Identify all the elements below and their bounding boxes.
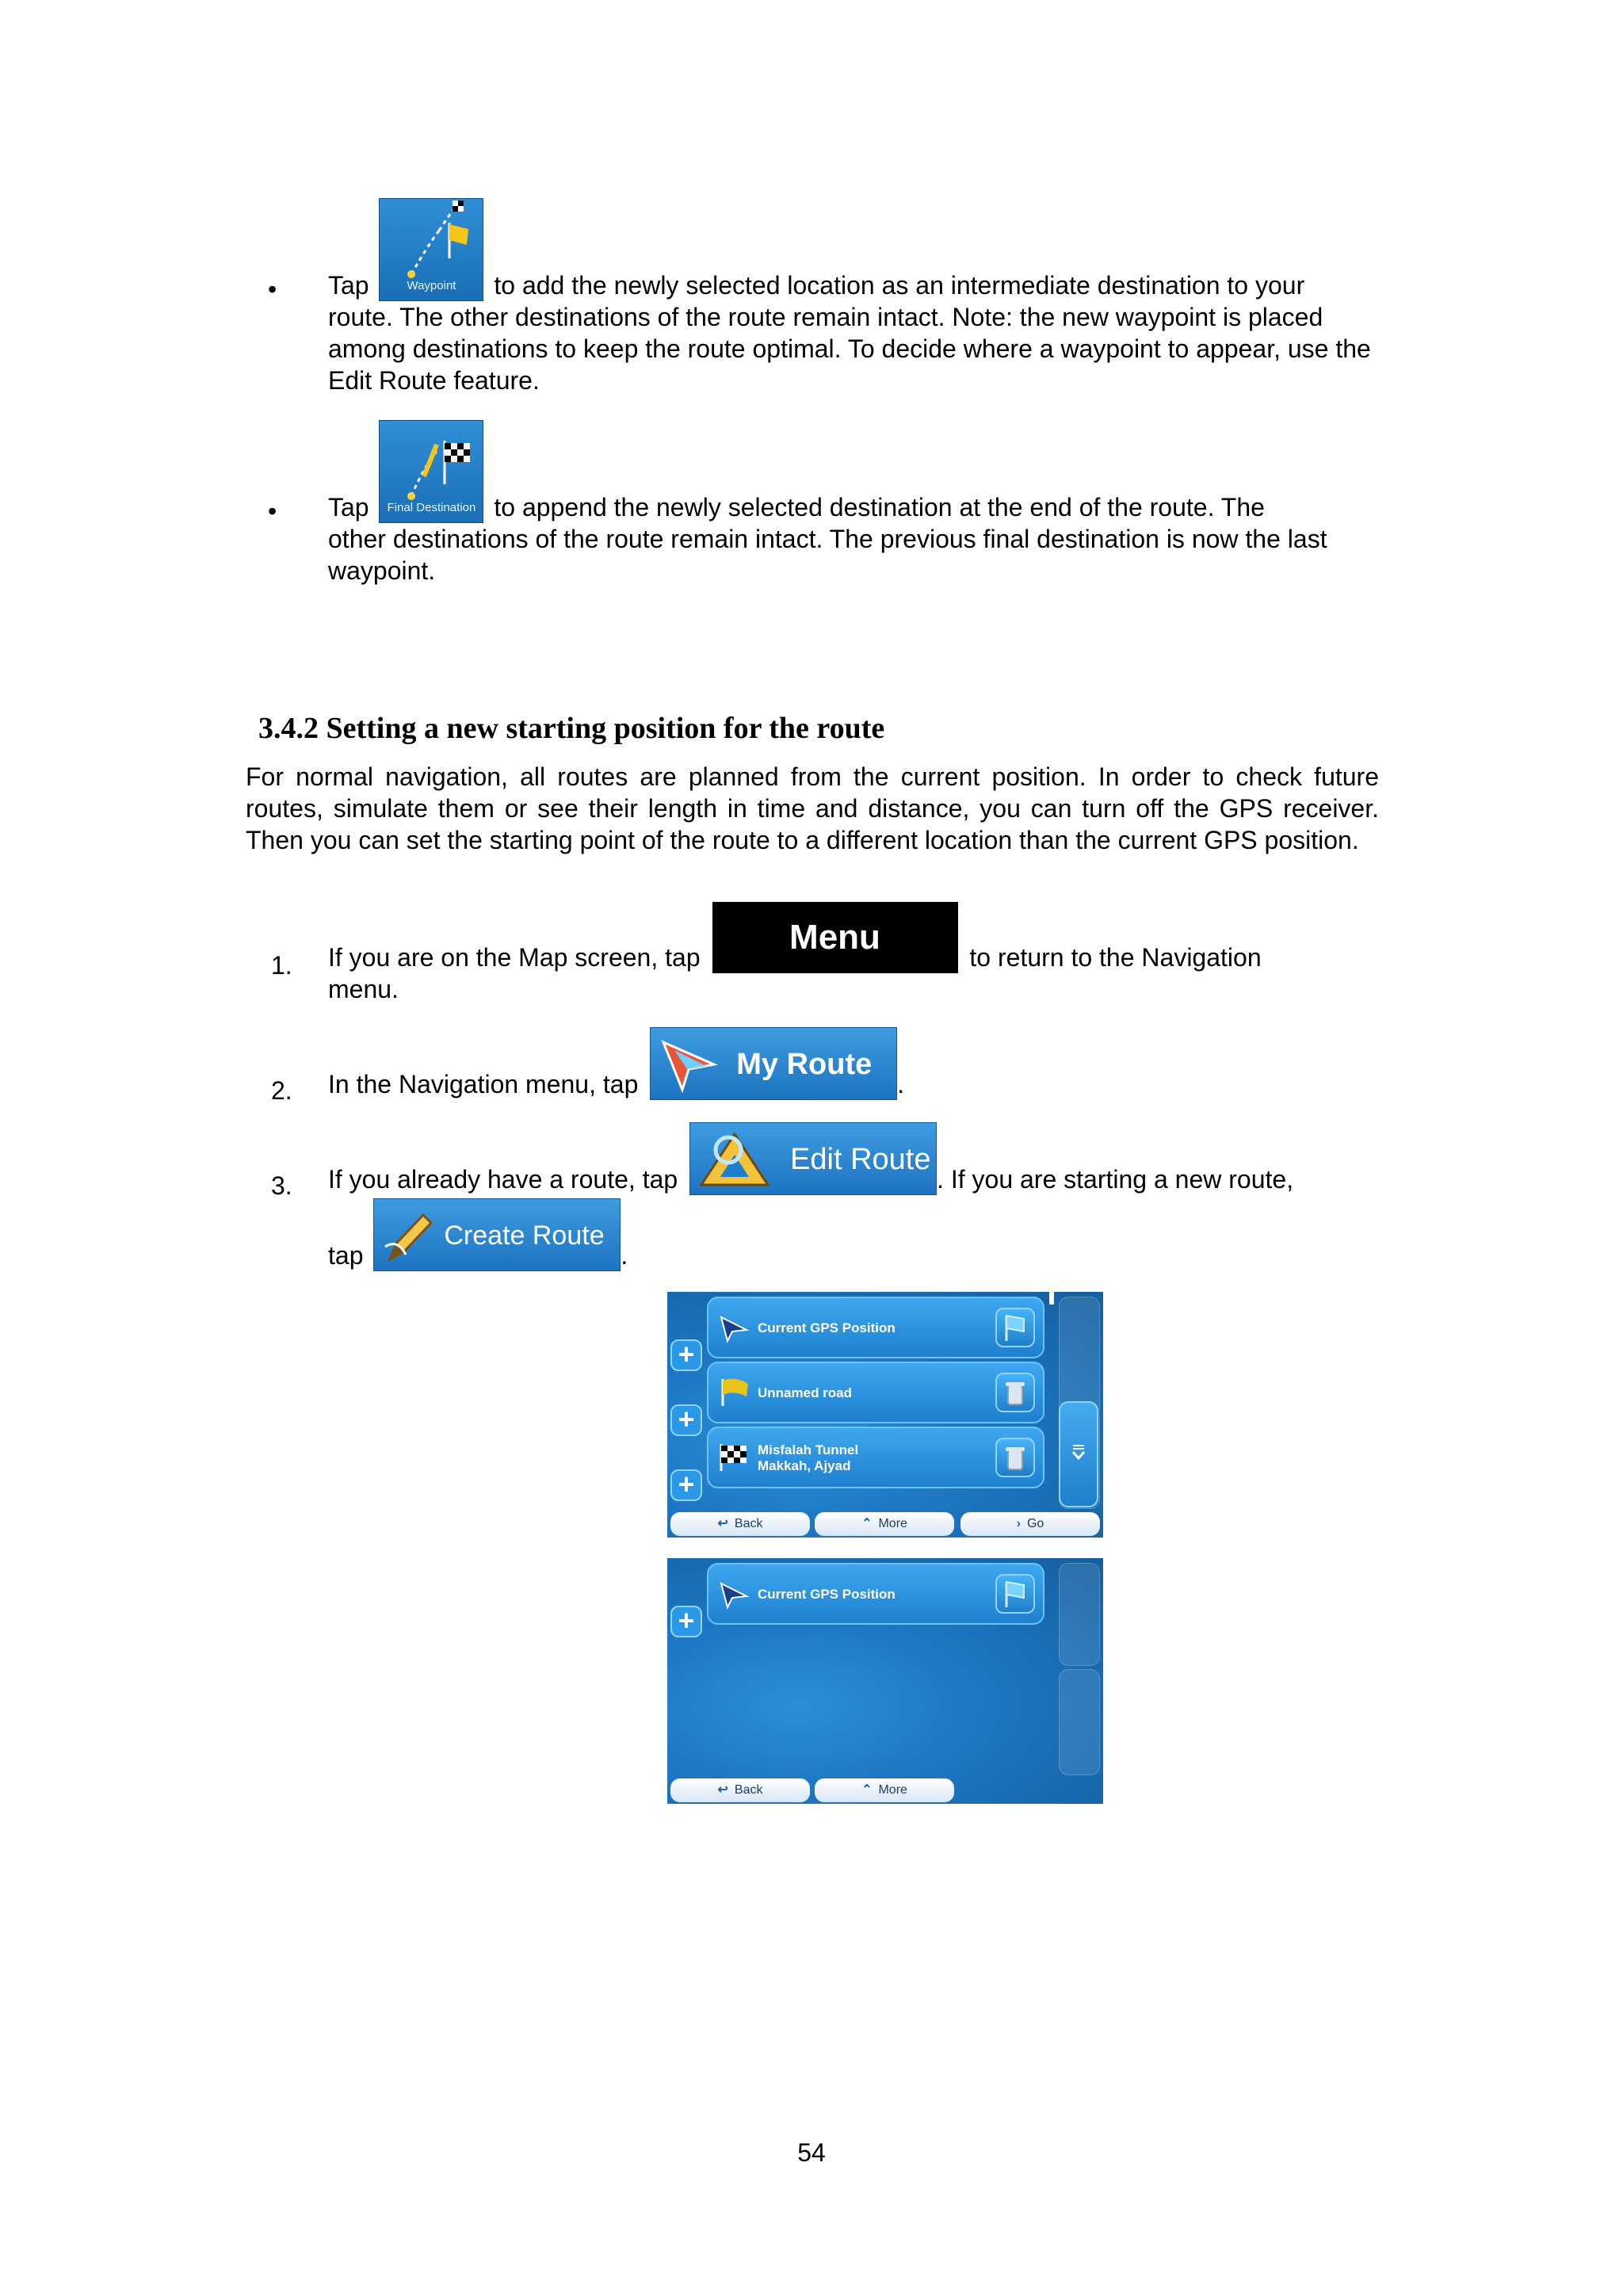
flag-icon xyxy=(997,1309,1033,1346)
navigation-arrow-icon xyxy=(718,1312,750,1344)
go-button[interactable] xyxy=(960,1512,1100,1536)
yellow-flag-icon xyxy=(716,1374,751,1409)
step-number: 1. xyxy=(271,951,292,980)
menu-button[interactable]: Menu xyxy=(712,902,958,973)
route-point-row[interactable] xyxy=(707,1427,1044,1488)
step-text: . If you are starting a new route, xyxy=(937,1165,1294,1194)
delete-point-button[interactable] xyxy=(995,1373,1035,1412)
scroll-up-button[interactable] xyxy=(1059,1563,1100,1666)
step-text: . xyxy=(621,1241,628,1270)
bullet-text: route. The other destinations of the route remain intact. Note: the new waypoint is placed among destinations to keep the route optimal. To decide where a waypoint to appear, use the Edit Route feature. xyxy=(328,303,1371,395)
more-label: More xyxy=(878,1517,907,1530)
bullet-final-destination xyxy=(328,420,1387,586)
route-point-label: Misfalah Tunnel xyxy=(758,1442,859,1457)
waypoint-icon xyxy=(380,199,484,278)
my-route-icon xyxy=(659,1034,719,1095)
final-destination-button[interactable] xyxy=(379,420,483,523)
bullet-first-word: Tap xyxy=(328,493,369,521)
scroll-down-button[interactable] xyxy=(1059,1401,1098,1507)
trash-icon xyxy=(997,1374,1033,1411)
add-waypoint-button[interactable]: + xyxy=(670,1339,702,1371)
section-heading: 3.4.2 Setting a new starting position for the route xyxy=(258,712,885,745)
create-route-label: Create Route xyxy=(444,1221,605,1251)
back-button[interactable] xyxy=(670,1778,810,1802)
bullet-first-word: Tap xyxy=(328,271,369,300)
add-waypoint-button[interactable]: + xyxy=(670,1404,702,1436)
scroll-down-button[interactable] xyxy=(1059,1669,1100,1775)
flag-icon xyxy=(997,1576,1033,1612)
route-point-row[interactable] xyxy=(707,1362,1044,1423)
bullet-text: other destinations of the route remain intact. The previous final destination is now the last waypoint. xyxy=(328,525,1327,585)
final-destination-caption: Final Destination xyxy=(387,501,476,514)
step-text: to return to the Navigation xyxy=(969,943,1262,972)
bullet-marker: • xyxy=(268,497,277,525)
route-point-label: Unnamed road xyxy=(758,1385,853,1400)
route-point-label: Current GPS Position xyxy=(758,1320,896,1335)
route-point-sublabel: Makkah, Ajyad xyxy=(758,1458,851,1473)
step-number: 3. xyxy=(271,1171,292,1200)
edit-route-label: Edit Route xyxy=(790,1143,931,1176)
more-button[interactable] xyxy=(815,1778,954,1802)
checkered-flag-icon xyxy=(716,1439,753,1474)
bullet-marker: • xyxy=(268,275,277,304)
chevron-right-icon: › xyxy=(1016,1517,1021,1530)
back-arrow-icon: ↩ xyxy=(717,1783,728,1797)
edit-route-button[interactable] xyxy=(689,1122,937,1195)
route-screen-with-waypoints xyxy=(667,1292,1103,1538)
navigation-arrow-icon xyxy=(718,1579,750,1610)
route-point-label: Current GPS Position xyxy=(758,1587,896,1602)
step-2 xyxy=(328,1027,1387,1100)
route-point-row[interactable] xyxy=(707,1563,1044,1625)
step-text: tap xyxy=(328,1241,364,1270)
chevron-up-icon: ⌃ xyxy=(861,1783,873,1797)
back-button[interactable] xyxy=(670,1512,810,1536)
more-button[interactable] xyxy=(815,1512,954,1536)
more-label: More xyxy=(878,1783,907,1797)
step-1 xyxy=(328,902,1387,1005)
step-text: If you are on the Map screen, tap xyxy=(328,943,701,972)
go-label: Go xyxy=(1026,1517,1044,1530)
step-text: In the Navigation menu, tap xyxy=(328,1070,639,1098)
chevron-down-icon xyxy=(1060,1403,1097,1506)
edit-route-icon xyxy=(697,1129,773,1190)
route-point-row[interactable] xyxy=(707,1297,1044,1358)
set-start-button[interactable] xyxy=(995,1308,1035,1347)
final-destination-icon xyxy=(380,421,484,500)
page-number: 54 xyxy=(797,2138,826,2167)
chevron-up-icon: ⌃ xyxy=(861,1517,873,1530)
bullet-text-inline: to append the newly selected destination at the end of the route. The xyxy=(494,493,1265,521)
set-start-button[interactable] xyxy=(995,1574,1035,1614)
bullet-text-inline: to add the newly selected location as an intermediate destination to your xyxy=(494,271,1305,300)
my-route-label: My Route xyxy=(736,1048,873,1081)
step-text: menu. xyxy=(328,975,399,1003)
back-arrow-icon: ↩ xyxy=(717,1517,728,1530)
step-text: If you already have a route, tap xyxy=(328,1165,678,1194)
add-waypoint-button[interactable]: + xyxy=(670,1469,702,1501)
waypoint-caption: Waypoint xyxy=(407,279,456,292)
waypoint-button[interactable] xyxy=(379,198,483,301)
back-label: Back xyxy=(734,1783,763,1797)
pencil-icon xyxy=(382,1207,437,1264)
bullet-waypoint xyxy=(328,198,1387,396)
add-waypoint-button[interactable]: + xyxy=(670,1606,702,1637)
back-label: Back xyxy=(734,1517,763,1530)
scroll-indicator xyxy=(1049,1292,1054,1305)
step-number: 2. xyxy=(271,1076,292,1105)
step-3 xyxy=(328,1122,1387,1271)
section-intro: For normal navigation, all routes are planned from the current position. In order to check future routes, simulate them or see their length in time and distance, you can turn off the GPS receiver. Then you can set the starting point of the route to a different location than the current GPS position. xyxy=(246,762,1379,854)
delete-point-button[interactable] xyxy=(995,1438,1035,1477)
step-text: . xyxy=(897,1070,905,1098)
route-screen-start-only xyxy=(667,1558,1103,1804)
trash-icon xyxy=(997,1439,1033,1476)
my-route-button[interactable] xyxy=(650,1027,897,1100)
create-route-button[interactable] xyxy=(373,1198,621,1271)
